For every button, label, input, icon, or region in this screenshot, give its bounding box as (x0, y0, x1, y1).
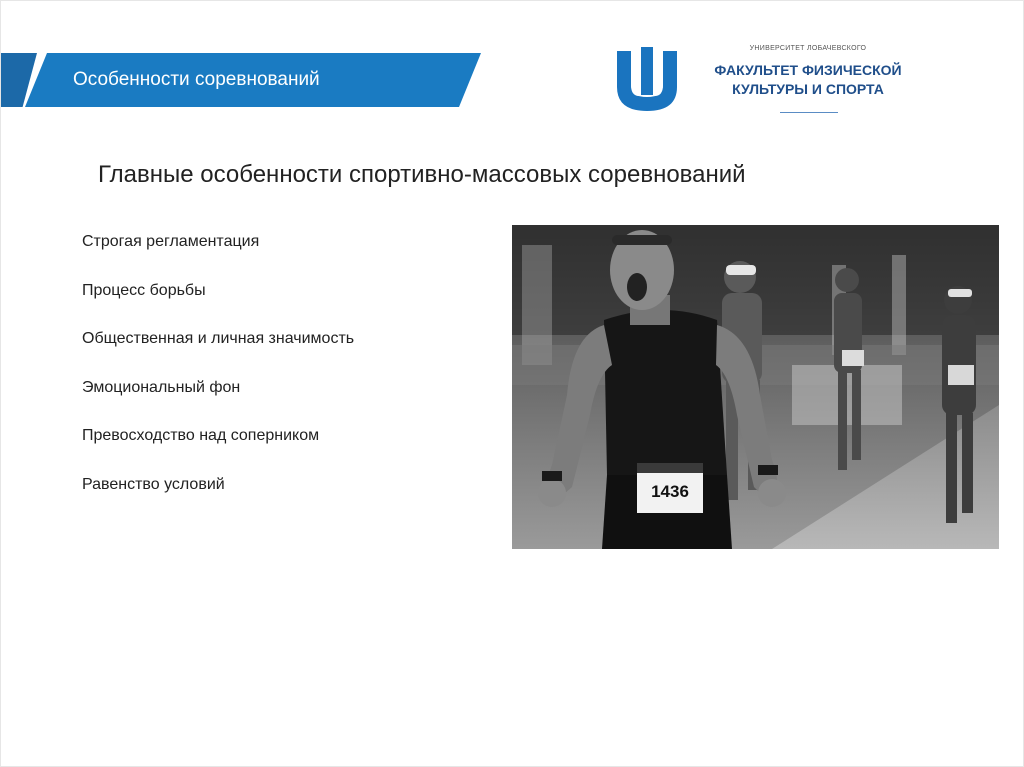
header-title: Особенности соревнований (73, 69, 320, 90)
university-logo-icon (615, 47, 679, 113)
list-item: Эмоциональный фон (82, 378, 241, 396)
bib-number: 1436 (651, 482, 689, 501)
logo-divider (780, 112, 838, 113)
list-item: Процесс борьбы (82, 281, 206, 299)
logo-university-name: УНИВЕРСИТЕТ ЛОБАЧЕВСКОГО (749, 45, 867, 52)
page-heading: Главные особенности спортивно-массовых соревнований (98, 161, 746, 188)
list-item: Строгая регламентация (82, 233, 260, 250)
runner-photo (512, 225, 999, 549)
logo-faculty-line2: КУЛЬТУРЫ И СПОРТА (732, 81, 884, 97)
list-item: Превосходство над соперником (82, 427, 320, 444)
features-list (82, 232, 354, 523)
list-item: Равенство условий (82, 475, 225, 493)
logo-faculty-line1: ФАКУЛЬТЕТ ФИЗИЧЕСКОЙ (714, 62, 902, 78)
list-item: Общественная и личная значимость (82, 330, 355, 347)
